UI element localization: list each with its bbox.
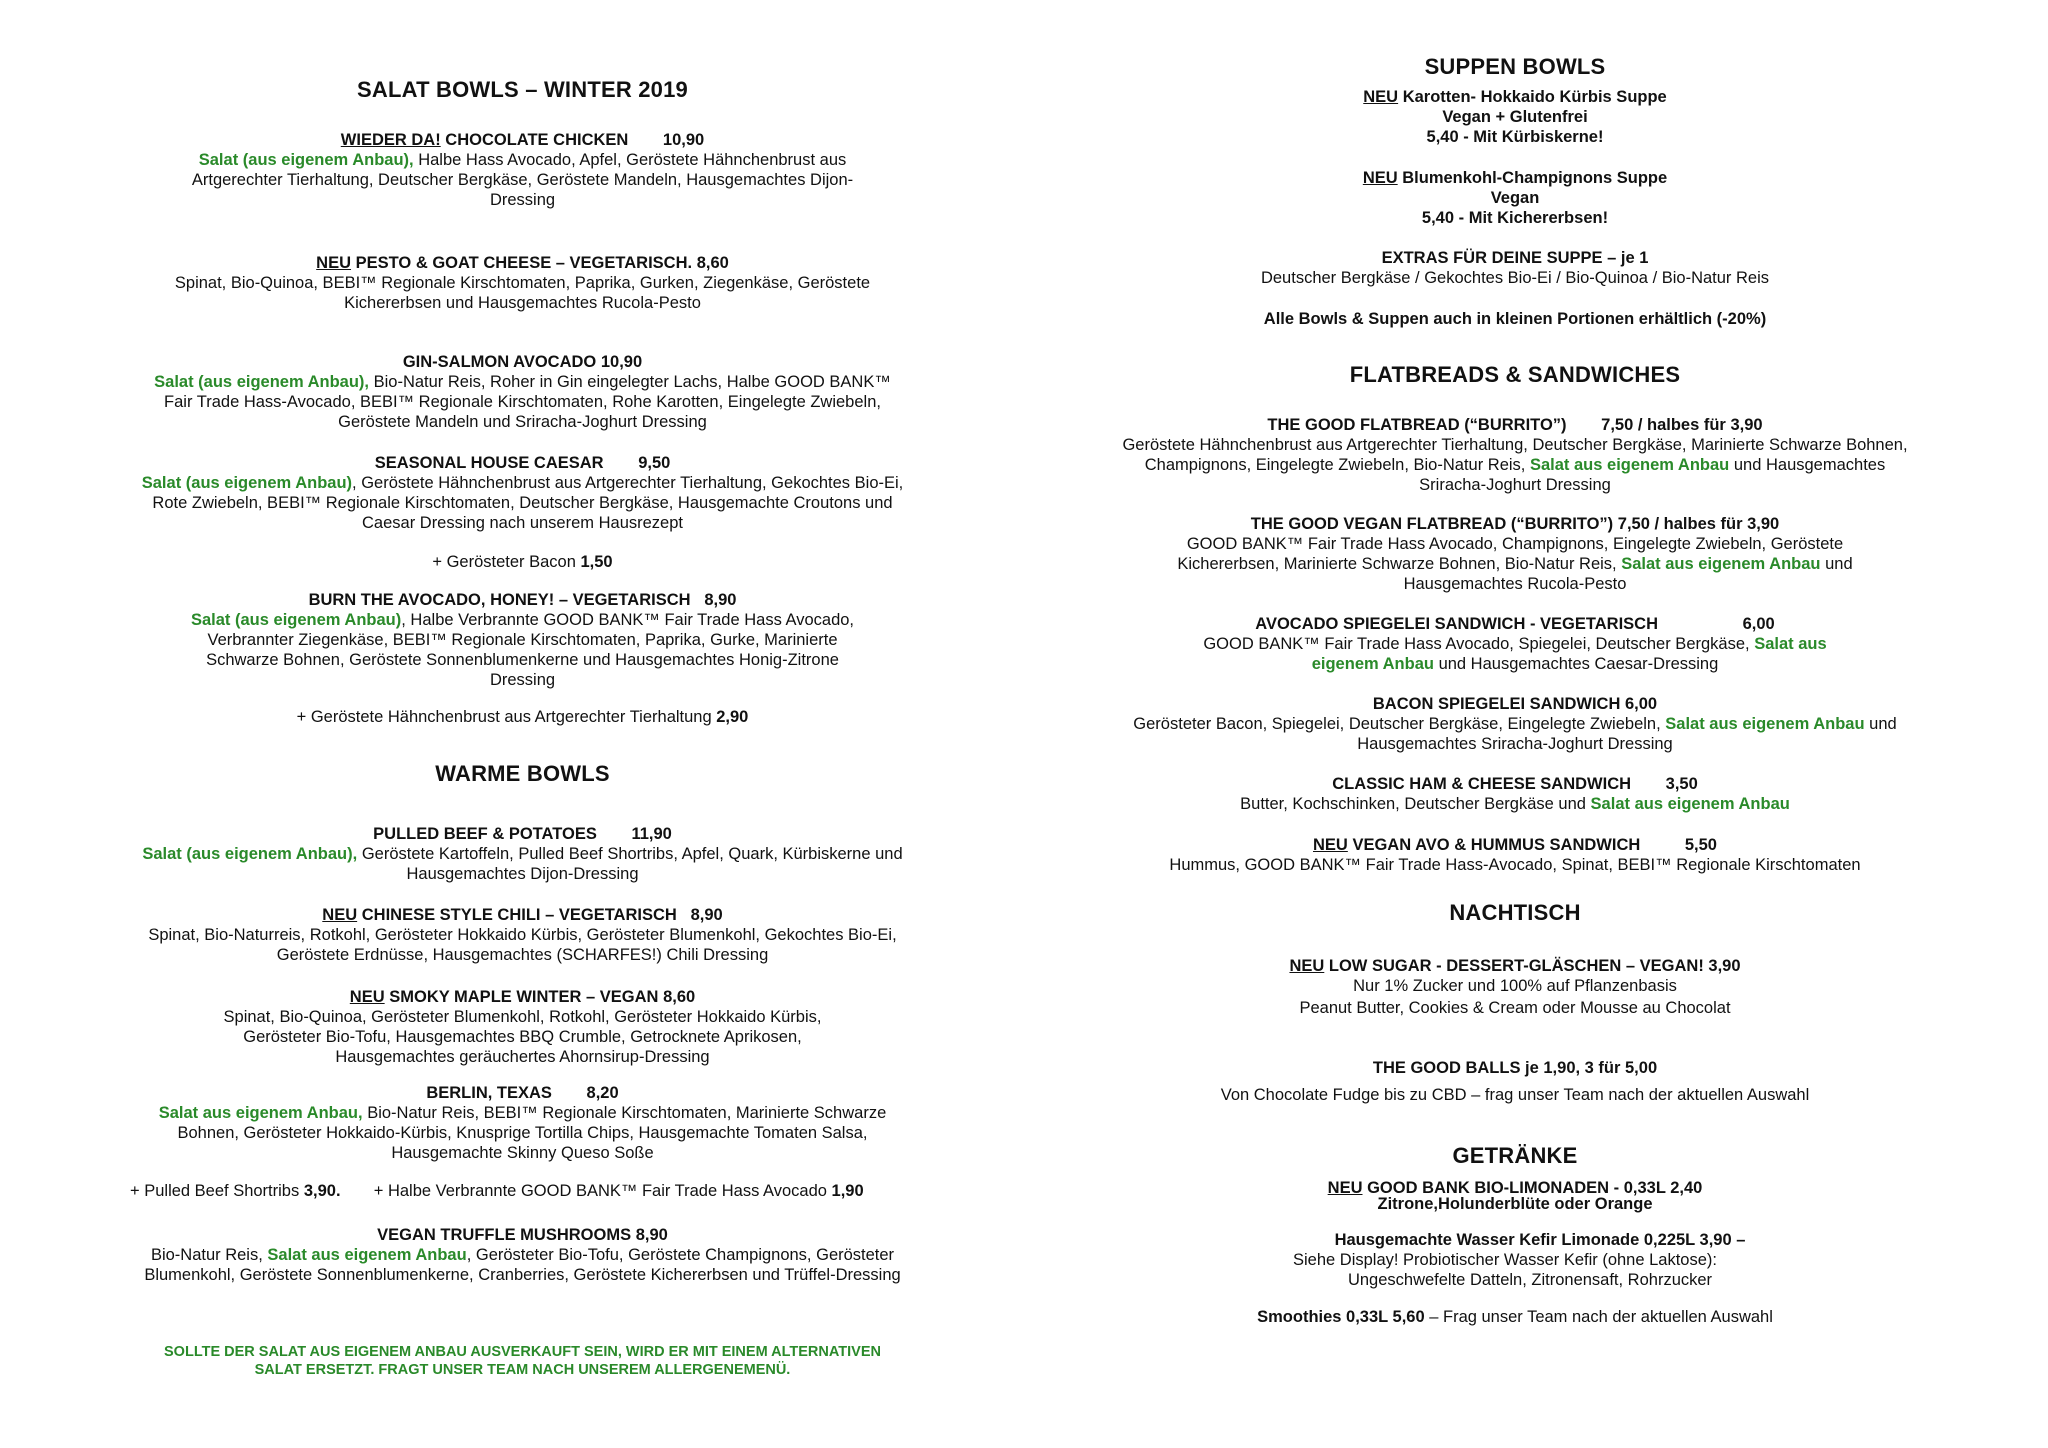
extra-option-beef: + Pulled Beef Shortribs — [130, 1182, 300, 1200]
extras-list: Deutscher Bergkäse / Gekochtes Bio-Ei / Bio-Quinoa / Bio-Natur Reis — [1260, 269, 1770, 287]
item-price: 7,50 / halbes für 3,90 — [1617, 515, 1780, 533]
item-diet: Vegan + Glutenfrei — [1442, 108, 1588, 126]
item-price: 5,50 — [1684, 836, 1717, 854]
item-description-suffix: und Hausgemachtes Sriracha-Joghurt Dressing — [1357, 715, 1897, 753]
item-name: Hausgemachte Wasser Kefir Limonade 0,225L 3,90 – — [1334, 1231, 1746, 1249]
salad-availability-notice: SOLLTE DER SALAT AUS EIGENEM ANBAU AUSVERKAUFT SEIN, WIRD ER MIT EINEM ALTERNATIVEN SALAT ERSETZT. FRAGT UNSER TEAM NACH UNSEREM ALLERGENEMENÜ. — [164, 1344, 881, 1378]
item-diet: Vegan — [1490, 189, 1540, 207]
item-name: BURN THE AVOCADO, HONEY! – VEGETARISCH — [308, 591, 691, 609]
green-salat-label: Salat (aus eigenem Anbau) — [190, 611, 402, 629]
green-salat-label: Salat aus eigenem Anbau — [1590, 795, 1790, 813]
extra-price: 1,50 — [580, 553, 613, 571]
item-price: 8,90 — [704, 591, 737, 609]
item-price: 8,90 — [690, 906, 723, 924]
item-name: VEGAN AVO & HUMMUS SANDWICH — [1352, 836, 1641, 854]
item-description: Gerösteter Bacon, Spiegelei, Deutscher Bergkäse, Eingelegte Zwiebeln, — [1133, 715, 1661, 733]
item-price: 8,20 — [586, 1084, 619, 1102]
item-description: Geröstete Kartoffeln, Pulled Beef Shortribs, Apfel, Quark, Kürbiskerne und Hausgemachtes Dijon-Dressing — [361, 845, 903, 883]
item-flavors: Peanut Butter, Cookies & Cream oder Mousse au Chocolat — [1299, 999, 1731, 1017]
item-name: Blumenkohl-Champignons Suppe — [1402, 169, 1668, 187]
green-salat-label: Salat aus eigenem Anbau, — [158, 1104, 363, 1122]
menu-item-burn-the-avocado — [120, 590, 925, 727]
menu-item-bacon-spiegelei-sandwich — [1115, 694, 1915, 754]
neu-tag: NEU — [1289, 957, 1325, 975]
drink-item-wasser-kefir — [1115, 1230, 1915, 1290]
section-heading-flatbreads-sandwiches: FLATBREADS & SANDWICHES — [1349, 362, 1681, 387]
item-name: LOW SUGAR - DESSERT-GLÄSCHEN – VEGAN! 3,90 — [1328, 957, 1741, 975]
item-price-note: 5,40 - Mit Kichererbsen! — [1421, 209, 1609, 227]
item-name: CHOCOLATE CHICKEN — [445, 131, 629, 149]
neu-tag: NEU — [1362, 169, 1398, 187]
neu-tag: NEU — [1313, 836, 1348, 854]
item-name: SMOKY MAPLE WINTER – VEGAN — [389, 988, 659, 1006]
item-description: , Gerösteter Bio-Tofu, Geröstete Champignons, Gerösteter Blumenkohl, Geröstete Sonnenblumenkerne, Cranberries, Geröstete Kichererbsen und Trüffel-Dressing — [144, 1246, 901, 1284]
neu-tag: NEU — [322, 906, 358, 924]
item-price: 8,60 — [696, 254, 729, 272]
neu-tag: NEU — [349, 988, 385, 1006]
item-flavors: Zitrone,Holunderblüte oder Orange — [1377, 1195, 1653, 1213]
menu-item-pesto-goat-cheese — [120, 253, 925, 313]
item-description: Hummus, GOOD BANK™ Fair Trade Hass-Avocado, Spinat, BEBI™ Regionale Kirschtomaten — [1169, 856, 1861, 874]
green-salat-label: Salat aus eigenem Anbau — [1311, 635, 1827, 673]
neu-tag: NEU — [316, 254, 352, 272]
item-description: Butter, Kochschinken, Deutscher Bergkäse und — [1240, 795, 1586, 813]
item-description: , Geröstete Hähnchenbrust aus Artgerechter Tierhaltung, Gekochtes Bio-Ei, Rote Zwiebeln, BEBI™ Regionale Kirschtomaten, Deutscher Bergkäse, Hausgemachte Croutons und Caesar Dressing nach unserem Hausrezept — [152, 474, 904, 532]
item-description-suffix: und Hausgemachtes Caesar-Dressing — [1438, 655, 1719, 673]
item-name: Karotten- Hokkaido Kürbis Suppe — [1402, 88, 1667, 106]
item-description: GOOD BANK™ Fair Trade Hass Avocado, Champignons, Eingelegte Zwiebeln, Geröstete Kichererbsen, Marinierte Schwarze Bohnen, Bio-Natur Reis, — [1177, 535, 1844, 573]
item-description: Spinat, Bio-Naturreis, Rotkohl, Gerösteter Hokkaido Kürbis, Gerösteter Blumenkohl, Gekochtes Bio-Ei, Geröstete Erdnüsse, Hausgemachtes (SCHARFES!) Chili Dressing — [148, 926, 897, 964]
menu-item-avocado-spiegelei-sandwich — [1115, 614, 1915, 674]
menu-item-classic-ham-cheese-sandwich — [1115, 774, 1915, 814]
item-description: Von Chocolate Fudge bis zu CBD – frag unser Team nach der aktuellen Auswahl — [1220, 1086, 1810, 1104]
small-portions-note: Alle Bowls & Suppen auch in kleinen Portionen erhältlich (-20%) — [1263, 310, 1767, 328]
item-description: Spinat, Bio-Quinoa, Gerösteter Blumenkohl, Rotkohl, Gerösteter Hokkaido Kürbis, Gerösteter Bio-Tofu, Hausgemachtes BBQ Crumble, Getrocknete Aprikosen, Hausgemachtes geräuchertes Ahornsirup-Dressing — [223, 1008, 822, 1066]
soup-item-blumenkohl-champignons — [1115, 168, 1915, 228]
section-heading-nachtisch: NACHTISCH — [1449, 900, 1581, 925]
item-ingredients: Ungeschwefelte Datteln, Zitronensaft, Rohrzucker — [1347, 1271, 1713, 1289]
item-description: Bio-Natur Reis, BEBI™ Regionale Kirschtomaten, Marinierte Schwarze Bohnen, Gerösteter Hokkaido-Kürbis, Knusprige Tortilla Chips, Hausgemachte Tomaten Salsa, Hausgemachte Skinny Queso Soße — [177, 1104, 887, 1162]
menu-item-vegan-avo-hummus-sandwich — [1115, 835, 1915, 875]
item-description: Siehe Display! Probiotischer Wasser Kefir (ohne Laktose): — [1293, 1251, 1717, 1269]
wieder-da-tag: WIEDER DA! — [340, 131, 441, 149]
neu-tag: NEU — [1327, 1179, 1363, 1197]
item-description: – Frag unser Team nach der aktuellen Auswahl — [1429, 1308, 1773, 1326]
section-heading-suppen-bowls: SUPPEN BOWLS — [1424, 54, 1606, 79]
extra-price: 1,90 — [831, 1182, 864, 1200]
green-salat-label: Salat (aus eigenem Anbau) — [141, 474, 353, 492]
item-name: GIN-SALMON AVOCADO — [402, 353, 597, 371]
item-description-suffix: und Hausgemachtes Sriracha-Joghurt Dressing — [1419, 456, 1886, 494]
item-description-suffix: und Hausgemachtes Rucola-Pesto — [1403, 555, 1853, 593]
item-name: CHINESE STYLE CHILI – VEGETARISCH — [361, 906, 677, 924]
menu-item-good-flatbread — [1115, 415, 1915, 495]
item-price: 10,90 — [600, 353, 643, 371]
item-description: , Halbe Verbrannte GOOD BANK™ Fair Trade Hass Avocado, Verbrannter Ziegenkäse, BEBI™ Regionale Kirschtomaten, Paprika, Gurke, Marinierte Schwarze Bohnen, Geröstete Sonnenblumenkerne und Hausgemachtes Honig-Zitrone Dressing — [206, 611, 855, 689]
green-salat-label: Salat aus eigenem Anbau — [1665, 715, 1865, 733]
item-price: 7,50 / halbes für 3,90 — [1601, 416, 1763, 434]
item-price: 3,50 — [1665, 775, 1698, 793]
extras-title: EXTRAS FÜR DEINE SUPPE – je 1 — [1381, 249, 1649, 267]
item-description: Geröstete Hähnchenbrust aus Artgerechter Tierhaltung, Deutscher Bergkäse, Marinierte Schwarze Bohnen, Champignons, Eingelegte Zwiebeln, Bio-Natur Reis, — [1122, 436, 1908, 474]
item-price: 6,00 — [1625, 695, 1658, 713]
menu-item-berlin-texas — [120, 1083, 925, 1201]
menu-item-seasonal-house-caesar — [120, 453, 925, 572]
item-price: 6,00 — [1742, 615, 1775, 633]
item-description: Spinat, Bio-Quinoa, BEBI™ Regionale Kirschtomaten, Paprika, Gurken, Ziegenkäse, Geröstete Kichererbsen und Hausgemachtes Rucola-Pesto — [174, 274, 871, 312]
item-description-prefix: Bio-Natur Reis, — [150, 1246, 263, 1264]
section-heading-warme-bowls: WARME BOWLS — [435, 761, 610, 786]
neu-tag: NEU — [1363, 88, 1399, 106]
item-name: Smoothies 0,33L 5,60 — [1257, 1308, 1425, 1326]
item-description: GOOD BANK™ Fair Trade Hass Avocado, Spiegelei, Deutscher Bergkäse, — [1203, 635, 1750, 653]
green-salat-label: Salat aus eigenem Anbau — [267, 1246, 467, 1264]
menu-item-gin-salmon-avocado — [120, 352, 925, 432]
menu-item-pulled-beef-potatoes — [120, 824, 925, 884]
item-name: VEGAN TRUFFLE MUSHROOMS — [377, 1226, 632, 1244]
item-name: BACON SPIEGELEI SANDWICH — [1372, 695, 1621, 713]
green-salat-label: Salat aus eigenem Anbau — [1621, 555, 1821, 573]
extra-price: 2,90 — [716, 708, 749, 726]
menu-item-chocolate-chicken — [120, 130, 925, 210]
item-name: THE GOOD FLATBREAD (“BURRITO”) — [1267, 416, 1567, 434]
item-name: GOOD BANK BIO-LIMONADEN - 0,33L 2,40 — [1367, 1179, 1703, 1197]
menu-item-chinese-style-chili — [120, 905, 925, 965]
item-name: PESTO & GOAT CHEESE – VEGETARISCH. — [355, 254, 693, 272]
item-description: Nur 1% Zucker und 100% auf Pflanzenbasis — [1353, 977, 1677, 995]
item-price: 11,90 — [631, 825, 672, 843]
extra-option: + Gerösteter Bacon — [432, 553, 576, 571]
dessert-item-good-balls — [1115, 1058, 1915, 1105]
item-description: Bio-Natur Reis, Roher in Gin eingelegter Lachs, Halbe GOOD BANK™ Fair Trade Hass-Avocado, BEBI™ Regionale Kirschtomaten, Rohe Karotten, Eingelegte Zwiebeln, Geröstete Mandeln und Sriracha-Joghurt Dressing — [164, 373, 891, 431]
green-salat-label: Salat (aus eigenem Anbau), — [154, 373, 370, 391]
green-salat-label: Salat aus eigenem Anbau — [1529, 456, 1730, 474]
section-heading-getraenke: GETRÄNKE — [1452, 1143, 1578, 1168]
item-price: 10,90 — [662, 131, 705, 149]
green-salat-label: Salat (aus eigenem Anbau), — [142, 845, 358, 863]
item-price: 8,90 — [635, 1226, 668, 1244]
drink-item-smoothies — [1115, 1307, 1915, 1327]
menu-item-vegan-truffle-mushrooms — [120, 1225, 925, 1285]
dessert-item-low-sugar — [1115, 956, 1915, 1018]
menu-item-smoky-maple-winter — [120, 987, 925, 1067]
item-price: 8,60 — [663, 988, 696, 1006]
item-description: Halbe Hass Avocado, Apfel, Geröstete Hähnchenbrust aus Artgerechter Tierhaltung, Deutscher Bergkäse, Geröstete Mandeln, Hausgemachtes Dijon-Dressing — [191, 151, 854, 209]
item-name: SEASONAL HOUSE CAESAR — [374, 454, 604, 472]
soup-item-karotten-kuerbis — [1115, 87, 1915, 147]
extra-option: + Geröstete Hähnchenbrust aus Artgerechter Tierhaltung — [296, 708, 712, 726]
soup-extras — [1115, 248, 1915, 288]
item-name: CLASSIC HAM & CHEESE SANDWICH — [1332, 775, 1632, 793]
item-price: 9,50 — [638, 454, 671, 472]
green-salat-label: Salat (aus eigenem Anbau), — [198, 151, 414, 169]
drink-item-bio-limonaden — [1115, 1180, 1915, 1212]
item-name: THE GOOD VEGAN FLATBREAD (“BURRITO”) — [1250, 515, 1614, 533]
item-price-note: 5,40 - Mit Kürbiskerne! — [1426, 128, 1604, 146]
item-name: THE GOOD BALLS je 1,90, 3 für 5,00 — [1372, 1059, 1658, 1077]
menu-item-good-vegan-flatbread — [1115, 514, 1915, 594]
item-name: PULLED BEEF & POTATOES — [373, 825, 597, 843]
extra-price: 3,90. — [303, 1182, 341, 1200]
extra-option-avocado: + Halbe Verbrannte GOOD BANK™ Fair Trade Hass Avocado — [373, 1182, 827, 1200]
section-heading-salat-bowls: SALAT BOWLS – WINTER 2019 — [357, 77, 688, 102]
item-name: BERLIN, TEXAS — [426, 1084, 552, 1102]
item-name: AVOCADO SPIEGELEI SANDWICH - VEGETARISCH — [1255, 615, 1659, 633]
